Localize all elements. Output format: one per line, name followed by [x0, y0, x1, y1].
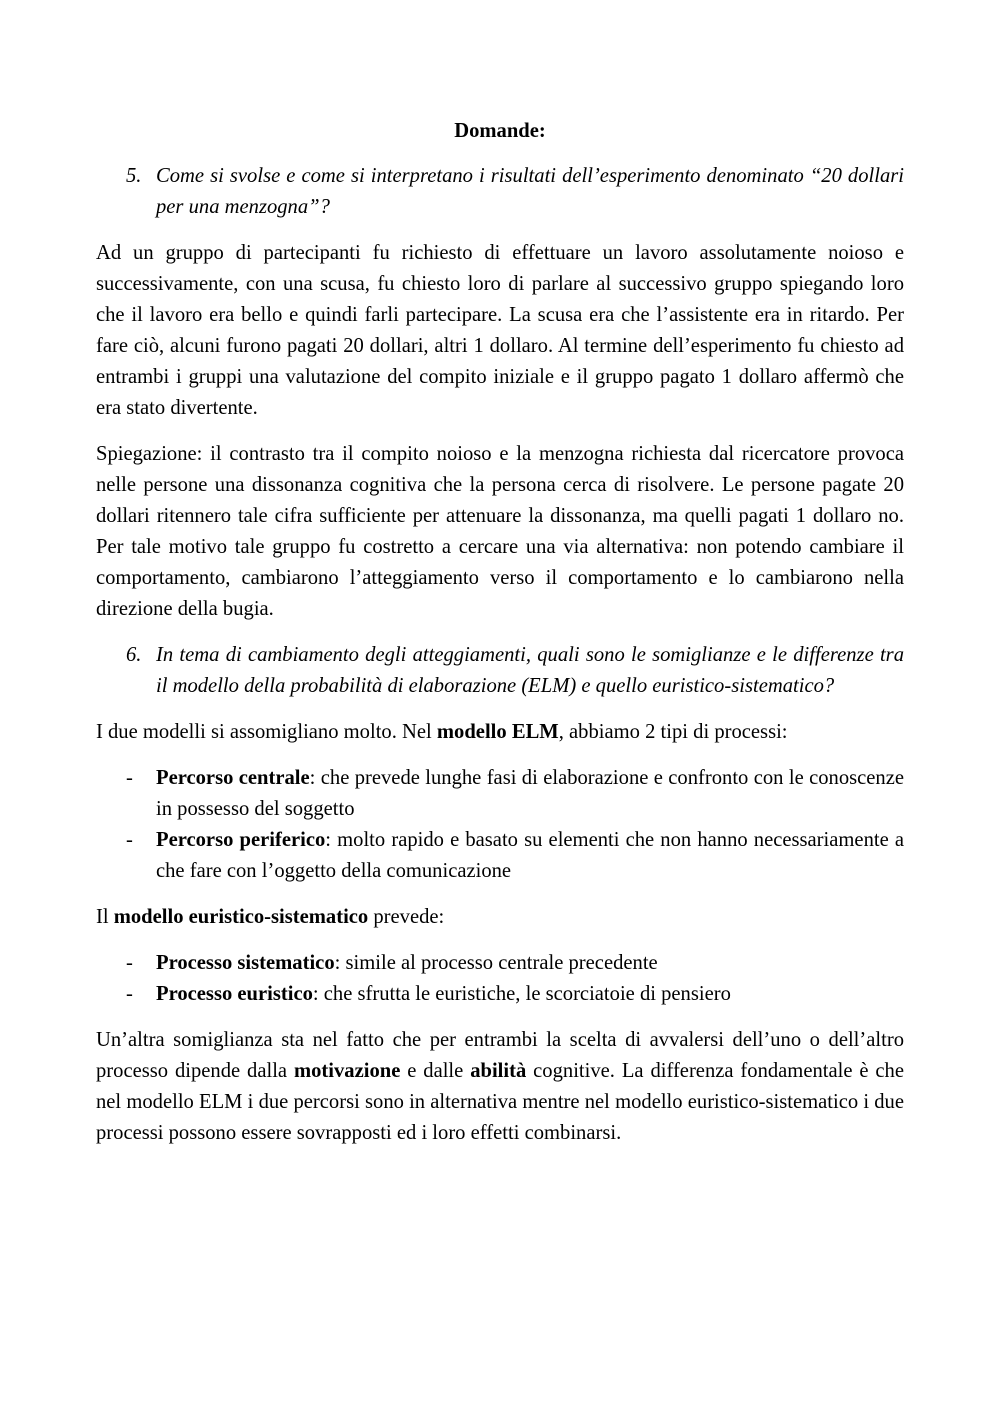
answer-5-paragraph-1: Ad un gruppo di partecipanti fu richiesto di effettuare un lavoro assolutamente noioso e successivamente, con una scusa, fu chiesto loro di parlare al successivo gruppo spiegando loro che il lavoro era bello e quindi farli partecipare. La scusa era che l’assistente era in ritardo. Per fare ciò, alcuni furono pagati 20 dollari, altri 1 dollaro. Al termine dell’esperimento fu chiesto ad entrambi i gruppi una valutazione del compito iniziale e il gruppo pagato 1 dollaro affermò che era stato divertente. — [96, 242, 904, 419]
elm-process-list — [96, 763, 904, 887]
list-item: - Processo euristico: che sfrutta le euristiche, le scorciatoie di pensiero — [96, 979, 904, 1010]
dash-bullet: - — [126, 767, 133, 789]
list-item: - Percorso centrale: che prevede lunghe fasi di elaborazione e confronto con le conoscenze in possesso del soggetto — [96, 763, 904, 825]
answer-6-paragraph-3: Un’altra somiglianza sta nel fatto che per entrambi la scelta di avvalersi dell’uno o dell’altro processo dipende dalla motivazione e dalle abilità cognitive. La differenza fondamentale è che nel modello ELM i due percorsi sono in alternativa mentre nel modello euristico-sistematico i due processi possono essere sovrapposti ed i loro effetti combinarsi. — [96, 1029, 904, 1144]
list-item: - Processo sistematico: simile al processo centrale precedente — [96, 948, 904, 979]
question-5 — [96, 161, 904, 223]
question-text: In tema di cambiamento degli atteggiamenti, quali sono le somiglianze e le differenze tra il modello della probabilità di elaborazione (ELM) e quello euristico-sistematico? — [156, 644, 904, 697]
question-number: 6. — [126, 644, 142, 666]
list-item: - Percorso periferico: molto rapido e basato su elementi che non hanno necessariamente a che fare con l’oggetto della comunicazione — [96, 825, 904, 887]
question-number: 5. — [126, 165, 142, 187]
dash-bullet: - — [126, 952, 133, 974]
answer-5-paragraph-2: Spiegazione: il contrasto tra il compito noioso e la menzogna richiesta dal ricercatore provoca nelle persone una dissonanza cognitiva che la persona cerca di risolvere. Le persone pagate 20 dollari ritennero tale cifra sufficiente per attenuare la dissonanza, ma quelli pagati 1 dollaro no. Per tale motivo tale gruppo fu costretto a cercare una via alternativa: non potendo cambiare il comportamento, cambiarono l’atteggiamento verso il comportamento e lo cambiarono nella direzione della bugia. — [96, 443, 904, 620]
answer-6-paragraph-1: I due modelli si assomigliano molto. Nel modello ELM, abbiamo 2 tipi di processi: — [96, 721, 788, 743]
question-text: Come si svolse e come si interpretano i risultati dell’esperimento denominato “20 dollari per una menzogna”? — [156, 165, 904, 218]
answer-6-paragraph-2: Il modello euristico-sistematico prevede: — [96, 906, 445, 928]
page-title: Domande: — [454, 120, 546, 142]
document-body — [96, 116, 904, 1164]
question-6 — [96, 640, 904, 702]
dash-bullet: - — [126, 829, 133, 851]
dash-bullet: - — [126, 983, 133, 1005]
hsm-process-list — [96, 948, 904, 1010]
